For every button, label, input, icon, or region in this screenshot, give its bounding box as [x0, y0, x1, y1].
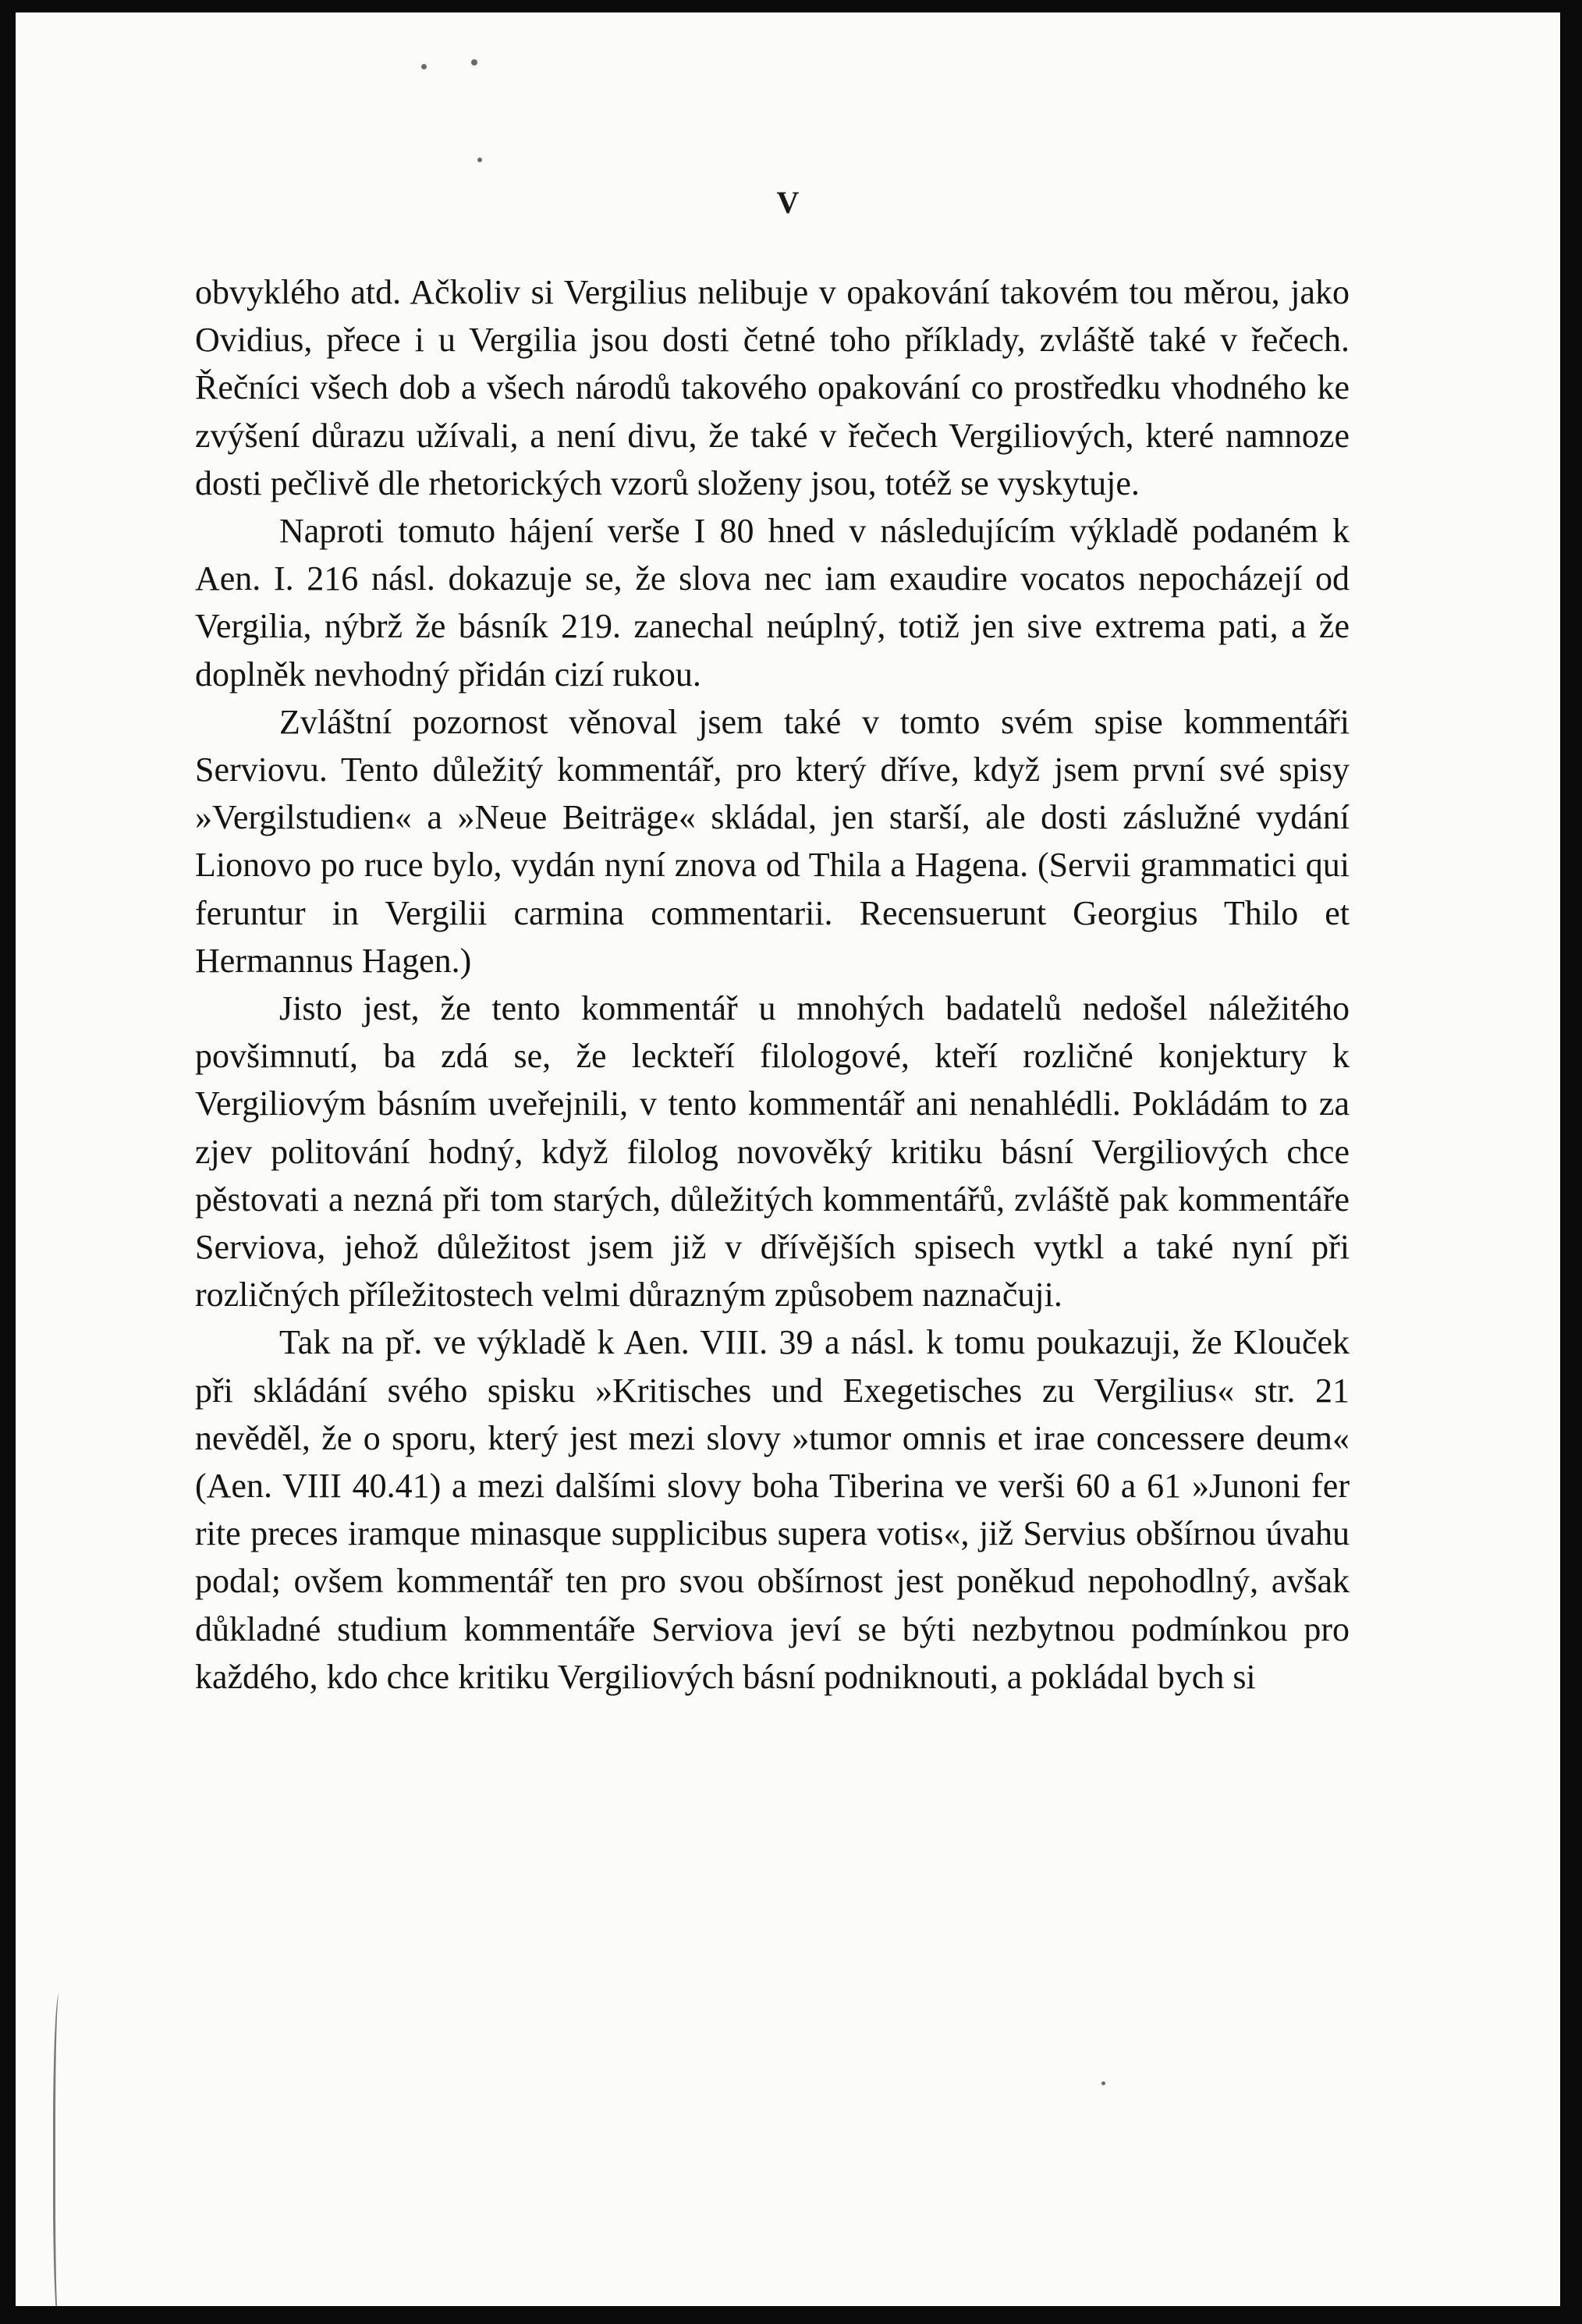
ink-speck [1101, 2081, 1105, 2085]
paragraph: Tak na př. ve výkladě k Aen. VIII. 39 a násl. k tomu poukazuji, že Klouček při skládání svého spisku »Kritisches und Exegetisches zu Vergilius« str. 21 nevěděl, že o sporu, který jest mezi slovy »tumor omnis et irae concessere deum« (Aen. VIII 40.41) a mezi dalšími slovy boha Tiberina ve verši 60 a 61 »Junoni fer rite preces iramque minasque supplicibus supera votis«, již Servius obšírnou úvahu podal; ovšem kommentář ten pro svou obšírnost jest poněkud nepohodlný, avšak důkladné studium kommentáře Serviova jeví se býti nezbytnou podmínkou pro každého, kdo chce kritiku Vergiliových básní podniknouti, a pokládal bych si [195, 1323, 1350, 1696]
paragraph: Zvláštní pozornost věnoval jsem také v tomto svém spise kommentáři Serviovu. Tento důležitý kommentář, pro který dříve, když jsem první své spisy »Vergilstudien« a »Neue Beiträge« skládal, jen starší, ale dosti záslužné vydání Lionovo po ruce bylo, vydán nyní znova od Thila a Hagena. (Servii grammatici qui feruntur in Vergilii carmina commentarii. Recensuerunt Georgius Thilo et Hermannus Hagen.) [195, 702, 1350, 980]
paragraph: Naproti tomuto hájení verše I 80 hned v následujícím výkladě podaném k Aen. I. 216 násl. dokazuje se, že slova nec iam exaudire vocatos nepocházejí od Vergilia, nýbrž že básník 219. zanechal neúplný, totiž jen sive extrema pati, a že doplněk nevhodný přidán cizí rukou. [195, 512, 1350, 694]
ink-speck [477, 158, 482, 162]
body-text [195, 268, 1350, 1701]
page-number: V [776, 185, 800, 220]
ink-speck [471, 59, 477, 66]
book-page [16, 12, 1560, 2306]
paragraph: obvyklého atd. Ačkoliv si Vergilius nelibuje v opakování takovém tou měrou, jako Ovidius, přece i u Vergilia jsou dosti četné toho příklady, zvláště také v řečech. Řečníci všech dob a všech národů takového opakování co prostředku vhodného ke zvýšení důrazu užívali, a není divu, že také v řečech Vergiliových, které namnoze dosti pečlivě dle rhetorických vzorů složeny jsou, totéž se vyskytuje. [195, 273, 1350, 502]
ink-speck [421, 64, 427, 69]
paragraph: Jisto jest, že tento kommentář u mnohých badatelů nedošel náležitého povšimnutí, ba zdá se, že leckteří filologové, kteří rozličné konjektury k Vergiliovým básním uveřejnili, v tento kommentář ani nenahlédli. Pokládám to za zjev politování hodný, když filolog novověký kritiku básní Vergiliových chce pěstovati a nezná při tom starých, důležitých kommentářů, zvláště pak kommentáře Serviova, jehož důležitost jsem již v dřívějších spisech vytkl a také nyní při rozličných příležitostech velmi důrazným způsobem naznačuji. [195, 989, 1350, 1315]
margin-pencil-mark [53, 1994, 68, 2306]
